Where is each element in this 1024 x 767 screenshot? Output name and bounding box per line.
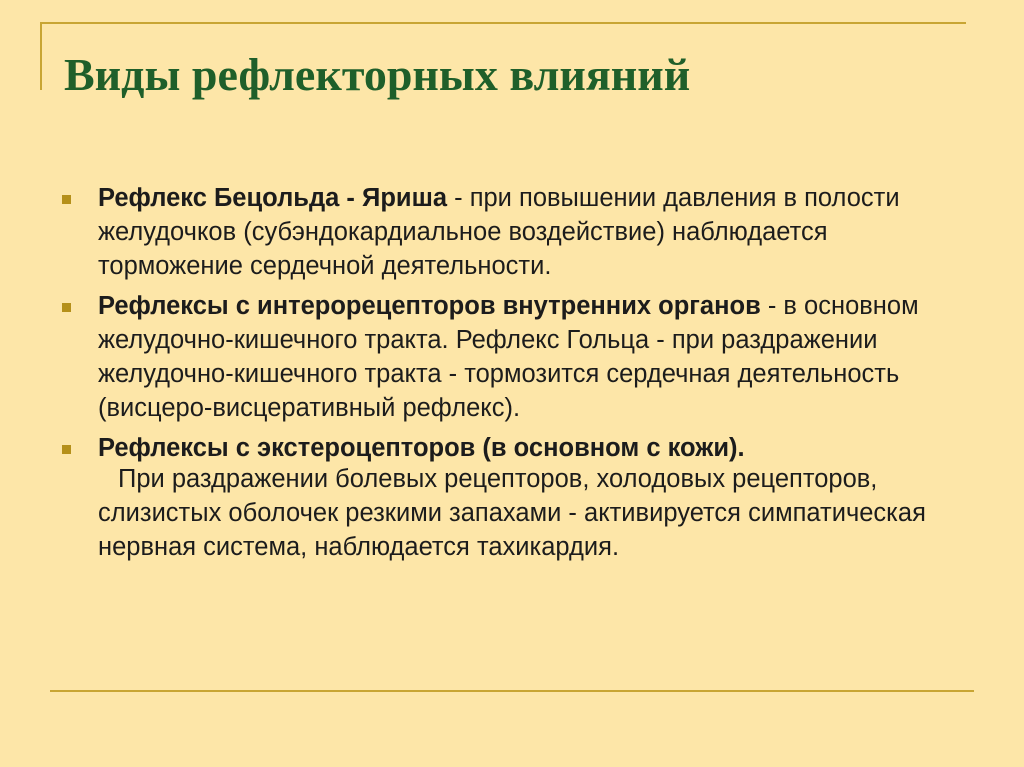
left-rule [40, 22, 42, 90]
bullet-term: Рефлекс Бецольда - Яриша [98, 184, 448, 212]
bullet-item-interoceptors [62, 289, 962, 425]
bullet-item-exteroceptors [62, 431, 962, 465]
bullet-text: - при повышении давления в полости желудочков (субэндокардиальное воздействие) наблюдается торможение сердечной деятельности. [98, 184, 900, 280]
bullet-term: Рефлексы с экстероцепторов (в основном с кожи). [98, 434, 745, 462]
square-bullet-icon [62, 445, 71, 454]
square-bullet-icon [62, 195, 71, 204]
square-bullet-icon [62, 303, 71, 312]
slide-title: Виды рефлекторных влияний [64, 49, 691, 100]
top-rule [40, 22, 966, 24]
bullet-term: Рефлексы с интерорецепторов внутренних органов [98, 292, 761, 320]
exteroceptor-paragraph: При раздражении болевых рецепторов, холодовых рецепторов, слизистых оболочек резкими запахами - активируется симпатическая нервная система, наблюдается тахикардия. [98, 465, 926, 561]
bullet-text: - в основном желудочно-кишечного тракта. Рефлекс Гольца - при раздражении желудочно-кишечного тракта - тормозится сердечная деятельность (висцеро-висцеративный рефлекс). [98, 292, 919, 422]
bullet-item-bezold-jarisch [62, 181, 962, 283]
bottom-rule [50, 690, 974, 692]
bullet-list [62, 181, 962, 465]
